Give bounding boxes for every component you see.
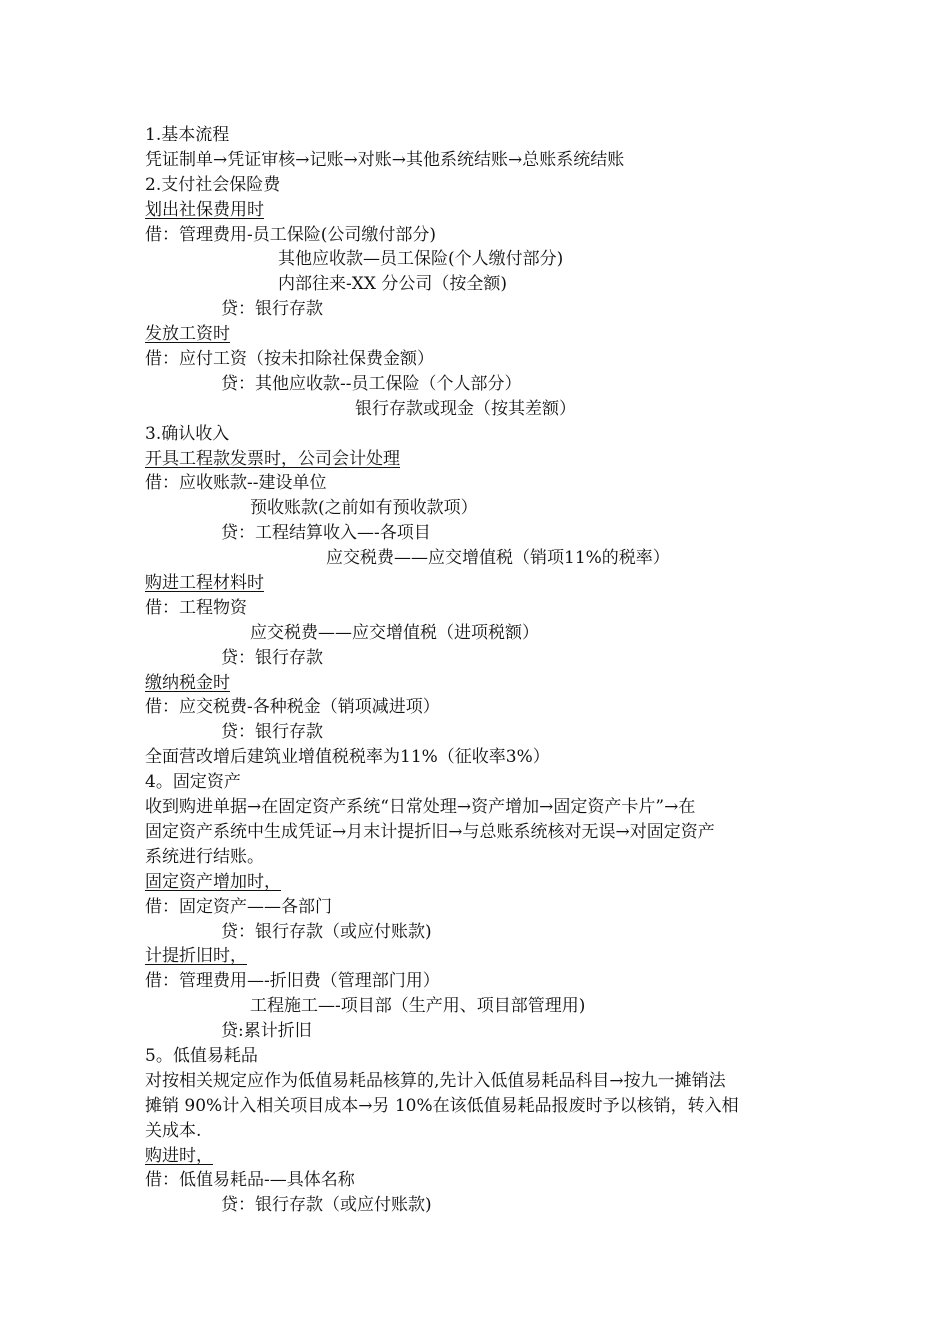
text-line: 2.支付社会保险费 xyxy=(145,174,281,195)
text-line: 全面营改增后建筑业增值税税率为11%（征收率3%） xyxy=(145,747,550,768)
underlined-heading-text: 发放工资时 xyxy=(145,324,230,345)
text-line: 收到购进单据→在固定资产系统“日常处理→资产增加→固定资产卡片”→在 xyxy=(145,797,696,818)
underlined-heading-text: 划出社保费用时 xyxy=(145,199,264,220)
text-line: 系统进行结账。 xyxy=(145,846,264,867)
text-line: 对按相关规定应作为低值易耗品核算的,先计入低值易耗品科目→按九一摊销法 xyxy=(145,1070,726,1091)
text-line: 借：工程物资 xyxy=(145,597,247,618)
text-line: 5。低值易耗品 xyxy=(145,1045,258,1066)
text-line: 4。固定资产 xyxy=(145,772,241,793)
underlined-heading-text: 购进时， xyxy=(145,1145,213,1166)
text-line: 贷：银行存款 xyxy=(221,722,323,743)
text-line: 3.确认收入 xyxy=(145,423,230,444)
underlined-heading-text: 计提折旧时， xyxy=(145,946,247,967)
section-subheading xyxy=(145,671,825,696)
text-line: 银行存款或现金（按其差额） xyxy=(355,398,576,419)
text-line: 预收账款(之前如有预收款项） xyxy=(250,498,478,519)
text-line: 凭证制单→凭证审核→记账→对账→其他系统结账→总账系统结账 xyxy=(145,149,625,170)
section-subheading xyxy=(145,322,825,347)
text-line: 借：固定资产——各部门 xyxy=(145,896,332,917)
section-subheading xyxy=(145,447,825,472)
text-line: 贷：银行存款（或应付账款) xyxy=(221,1195,432,1216)
section-subheading xyxy=(145,870,825,895)
section-subheading xyxy=(145,1144,825,1169)
text-line: 固定资产系统中生成凭证→月末计提折旧→与总账系统核对无误→对固定资产 xyxy=(145,821,715,842)
text-line: 贷：银行存款（或应付账款) xyxy=(221,921,432,942)
underlined-heading-text: 缴纳税金时 xyxy=(145,672,230,693)
text-line: 应交税费——应交增值税（进项税额） xyxy=(250,622,539,643)
text-line: 贷：银行存款 xyxy=(221,299,323,320)
underlined-heading-text: 固定资产增加时， xyxy=(145,871,281,892)
underlined-heading-text: 购进工程材料时 xyxy=(145,573,264,594)
text-line: 1.基本流程 xyxy=(145,125,230,145)
underlined-heading-text: 开具工程款发票时，公司会计处理 xyxy=(145,448,400,469)
text-line: 贷：银行存款 xyxy=(221,647,323,668)
text-line: 贷：工程结算收入—-各项目 xyxy=(221,523,431,544)
text-line: 贷：其他应收款--员工保险（个人部分） xyxy=(221,373,522,394)
document-body xyxy=(145,123,825,1218)
text-line: 借：应收账款--建设单位 xyxy=(145,473,327,494)
text-line: 工程施工—-项目部（生产用、项目部管理用) xyxy=(250,996,586,1017)
text-line: 内部往来-XX 分公司（按全额) xyxy=(278,274,507,295)
text-line: 贷:累计折旧 xyxy=(221,1021,312,1042)
text-line: 应交税费——应交增值税（销项11%的税率） xyxy=(326,548,670,569)
text-line: 摊销 90%计入相关项目成本→另 10%在该低值易耗品报废时予以核销，转入相 xyxy=(145,1095,739,1116)
text-line: 借：管理费用-员工保险(公司缴付部分) xyxy=(145,224,437,245)
text-line: 借：管理费用—-折旧费（管理部门用） xyxy=(145,971,440,992)
text-line: 借：低值易耗品-—具体名称 xyxy=(145,1170,355,1191)
section-subheading xyxy=(145,944,825,969)
section-subheading xyxy=(145,571,825,596)
section-subheading xyxy=(145,198,825,223)
text-line: 关成本. xyxy=(145,1120,202,1141)
text-line: 借：应交税费-各种税金（销项减进项） xyxy=(145,697,440,718)
text-line: 借：应付工资（按未扣除社保费金额） xyxy=(145,349,434,370)
text-line: 其他应收款—员工保险(个人缴付部分) xyxy=(278,249,564,270)
